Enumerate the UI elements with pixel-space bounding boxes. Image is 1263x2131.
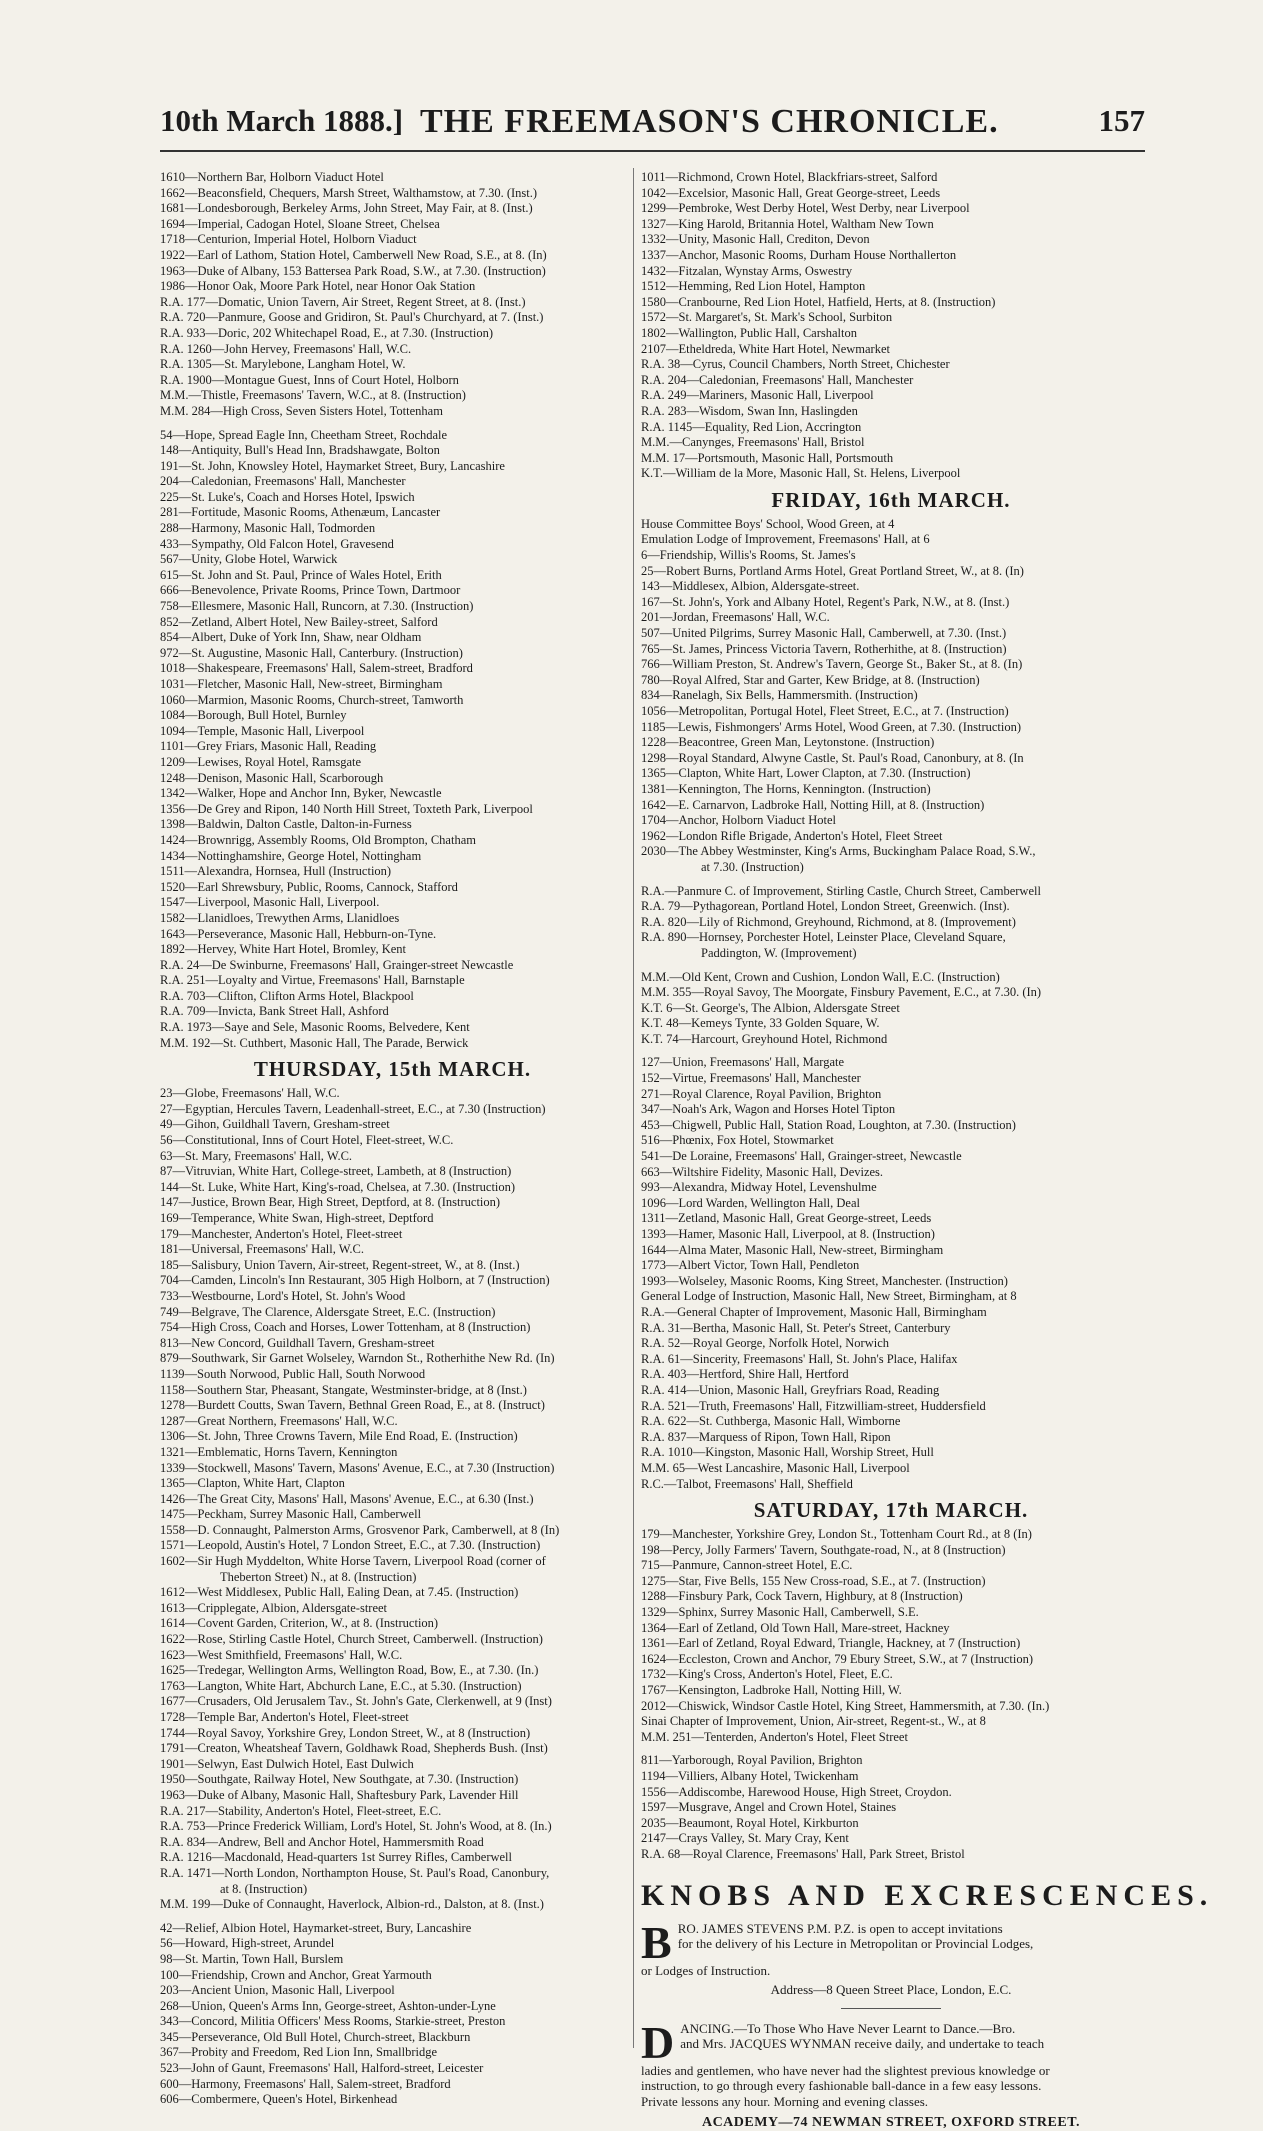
lodge-entry: 1327—King Harold, Britannia Hotel, Waltham New Town xyxy=(641,216,934,231)
lodge-entry: R.A. 820—Lily of Richmond, Greyhound, Richmond, at 8. (Improvement) xyxy=(641,914,1016,929)
lodge-entry: 49—Gihon, Guildhall Tavern, Gresham-street xyxy=(160,1117,390,1132)
lodge-entry: 1209—Lewises, Royal Hotel, Ramsgate xyxy=(160,754,362,769)
lodge-entry: 1614—Covent Garden, Criterion, W., at 8. (Instruction) xyxy=(160,1616,439,1631)
lodge-entry: 1311—Zetland, Masonic Hall, Great George-street, Leeds xyxy=(641,1211,932,1226)
section-heading-thursday: THURSDAY, 15th MARCH. xyxy=(253,1057,532,1082)
lodge-entry: 715—Panmure, Cannon-street Hotel, E.C. xyxy=(641,1558,853,1573)
lodge-entry: M.M. 192—St. Cuthbert, Masonic Hall, The Parade, Berwick xyxy=(160,1035,469,1050)
lodge-entry: 1185—Lewis, Fishmongers' Arms Hotel, Wood Green, at 7.30. (Instruction) xyxy=(641,719,1022,734)
lodge-entry: 1356—De Grey and Ripon, 140 North Hill Street, Toxteth Park, Liverpool xyxy=(160,801,533,816)
lodge-entry: 834—Ranelagh, Six Bells, Hammersmith. (Instruction) xyxy=(641,688,918,703)
lodge-entry: 143—Middlesex, Albion, Aldersgate-street. xyxy=(641,579,860,594)
lodge-entry: 1084—Borough, Bull Hotel, Burnley xyxy=(160,708,347,723)
lodge-list xyxy=(160,1585,625,1866)
lodge-entry: 507—United Pilgrims, Surrey Masonic Hall, Camberwell, at 7.30. (Inst.) xyxy=(641,626,1007,641)
lodge-entry: 1365—Clapton, White Hart, Clapton xyxy=(160,1476,345,1491)
lodge-entry: General Lodge of Instruction, Masonic Hall, New Street, Birmingham, at 8 xyxy=(641,1289,1017,1304)
lodge-entry: 1434—Nottinghamshire, George Hotel, Nottingham xyxy=(160,848,422,863)
lodge-entry: 704—Camden, Lincoln's Inn Restaurant, 305 High Holborn, at 7 (Instruction) xyxy=(160,1273,550,1288)
lodge-list xyxy=(641,1055,1141,1492)
lodge-entry: 343—Concord, Militia Officers' Mess Rooms, Starkie-street, Preston xyxy=(160,2014,506,2029)
lodge-list xyxy=(641,884,1141,931)
lodge-entry: 1306—St. John, Three Crowns Tavern, Mile End Road, E. (Instruction) xyxy=(160,1429,518,1444)
ad-text: RO. JAMES STEVENS P.M. P.Z. is open to accept invitations xyxy=(677,1920,1003,1936)
lodge-entry: 1571—Leopold, Austin's Hotel, 7 London Street, E.C., at 7.30. (Instruction) xyxy=(160,1538,541,1553)
lodge-entry: 1582—Llanidloes, Trewythen Arms, Llanidloes xyxy=(160,910,400,925)
lodge-entry: 148—Antiquity, Bull's Head Inn, Bradshawgate, Bolton xyxy=(160,443,440,458)
lodge-entry: R.A. 622—St. Cuthberga, Masonic Hall, Wimborne xyxy=(641,1414,901,1429)
lodge-entry: 25—Robert Burns, Portland Arms Hotel, Great Portland Street, W., at 8. (In) xyxy=(641,563,1024,578)
lodge-entry: 1248—Denison, Masonic Hall, Scarborough xyxy=(160,770,384,785)
lodge-entry: 152—Virtue, Freemasons' Hall, Manchester xyxy=(641,1071,861,1086)
lodge-entry: 1096—Lord Warden, Wellington Hall, Deal xyxy=(641,1195,861,1210)
lodge-entry: 27—Egyptian, Hercules Tavern, Leadenhall-street, E.C., at 7.30 (Instruction) xyxy=(160,1101,546,1116)
lodge-entry: 1602—Sir Hugh Myddelton, White Horse Tavern, Liverpool Road (corner of xyxy=(160,1554,546,1569)
lodge-entry: 1056—Metropolitan, Portugal Hotel, Fleet Street, E.C., at 7. (Instruction) xyxy=(641,704,1009,718)
lodge-entry: 1365—Clapton, White Hart, Lower Clapton, at 7.30. (Instruction) xyxy=(641,766,971,781)
lodge-entry: at 7.30. (Instruction) xyxy=(701,859,804,874)
lodge-entry: M.M. 199—Duke of Connaught, Haverlock, Albion-rd., Dalston, at 8. (Inst.) xyxy=(160,1897,544,1912)
lodge-entry: 1275—Star, Five Bells, 155 New Cross-road, S.E., at 7. (Instruction) xyxy=(641,1573,986,1588)
lodge-entry: 56—Constitutional, Inns of Court Hotel, Fleet-street, W.C. xyxy=(160,1133,454,1148)
lodge-entry: 813—New Concord, Guildhall Tavern, Gresham-street xyxy=(160,1335,435,1350)
spacer xyxy=(641,1745,1141,1753)
lodge-entry: R.A. 217—Stability, Anderton's Hotel, Fleet-street, E.C. xyxy=(160,1803,442,1818)
lodge-entry: 1288—Finsbury Park, Cock Tavern, Highbury, at 8 (Instruction) xyxy=(641,1589,963,1604)
lodge-entry: House Committee Boys' School, Wood Green, at 4 xyxy=(641,516,895,531)
lodge-entry: 780—Royal Alfred, Star and Garter, Kew Bridge, at 8. (Instruction) xyxy=(641,672,980,687)
header-rule xyxy=(160,150,1145,152)
lodge-entry: 1644—Alma Mater, Masonic Hall, New-street, Birmingham xyxy=(641,1242,944,1257)
lodge-entry: 1610—Northern Bar, Holborn Viaduct Hotel xyxy=(160,170,384,184)
lodge-entry: 268—Union, Queen's Arms Inn, George-street, Ashton-under-Lyne xyxy=(160,1998,496,2013)
lodge-entry: R.A. 251—Loyalty and Virtue, Freemasons' Hall, Barnstaple xyxy=(160,973,465,988)
lodge-entry: 127—Union, Freemasons' Hall, Margate xyxy=(641,1055,845,1070)
lodge-entry: M.M. 17—Portsmouth, Masonic Hall, Portsmouth xyxy=(641,450,894,465)
lodge-entry: 204—Caledonian, Freemasons' Hall, Manchester xyxy=(160,474,406,489)
lodge-entry: K.T. 6—St. George's, The Albion, Aldersgate Street xyxy=(641,1000,900,1015)
lodge-entry: R.A. 31—Bertha, Masonic Hall, St. Peter's Street, Canterbury xyxy=(641,1320,951,1335)
lodge-entry: R.A. 1471—North London, Northampton House, St. Paul's Road, Canonbury, xyxy=(160,1865,550,1880)
lodge-entry: 1901—Selwyn, East Dulwich Hotel, East Dulwich xyxy=(160,1756,414,1771)
lodge-entry: R.A. 1900—Montague Guest, Inns of Court Hotel, Holborn xyxy=(160,372,459,387)
lodge-entry: 1329—Sphinx, Surrey Masonic Hall, Camberwell, S.E. xyxy=(641,1605,919,1620)
lodge-entry: 281—Fortitude, Masonic Rooms, Athenæum, Lancaster xyxy=(160,505,441,520)
lodge-entry: 2012—Chiswick, Windsor Castle Hotel, King Street, Hammersmith, at 7.30. (In.) xyxy=(641,1698,1050,1713)
lodge-entry: 433—Sympathy, Old Falcon Hotel, Gravesend xyxy=(160,536,394,551)
lodge-entry: 1986—Honor Oak, Moore Park Hotel, near Honor Oak Station xyxy=(160,279,476,294)
lodge-entry: 179—Manchester, Anderton's Hotel, Fleet-street xyxy=(160,1226,403,1241)
ad-text: and Mrs. JACQUES WYNMAN receive daily, and undertake to teach xyxy=(680,2036,1045,2052)
lodge-entry: 1572—St. Margaret's, St. Mark's School, Surbiton xyxy=(641,310,893,325)
lodge-entry: 2035—Beaumont, Royal Hotel, Kirkburton xyxy=(641,1815,859,1830)
lodge-entry: R.A. 933—Doric, 202 Whitechapel Road, E., at 7.30. (Instruction) xyxy=(160,325,494,340)
lodge-entry: 1718—Centurion, Imperial Hotel, Holborn Viaduct xyxy=(160,232,417,247)
lodge-entry: R.A.—Panmure C. of Improvement, Stirling Castle, Church Street, Camberwell xyxy=(641,883,1041,898)
lodge-entry: 606—Combermere, Queen's Hotel, Birkenhead xyxy=(160,2092,398,2107)
lodge-entry: R.A. 720—Panmure, Goose and Gridiron, St. Paul's Churchyard, at 7. (Inst.) xyxy=(160,310,544,325)
lodge-entry: 1732—King's Cross, Anderton's Hotel, Fleet, E.C. xyxy=(641,1667,893,1682)
lodge-entry: 98—St. Martin, Town Hall, Burslem xyxy=(160,1951,344,1966)
lodge-entry: 1393—Hamer, Masonic Hall, Liverpool, at 8. (Instruction) xyxy=(641,1227,935,1241)
lodge-entry: 1642—E. Carnarvon, Ladbroke Hall, Notting Hill, at 8. (Instruction) xyxy=(641,797,985,812)
lodge-entry: 1475—Peckham, Surrey Masonic Hall, Camberwell xyxy=(160,1507,422,1522)
lodge-entry: 1622—Rose, Stirling Castle Hotel, Church Street, Camberwell. (Instruction) xyxy=(160,1632,543,1647)
lodge-entry: 1547—Liverpool, Masonic Hall, Liverpool. xyxy=(160,895,380,910)
spacer xyxy=(641,1047,1141,1055)
lodge-entry: Emulation Lodge of Improvement, Freemasons' Hall, at 6 xyxy=(641,532,930,547)
ad-text: ladies and gentlemen, who have never had the slightest previous knowledge or xyxy=(641,2062,1050,2078)
section-heading-saturday: SATURDAY, 17th MARCH. xyxy=(753,1498,1029,1523)
lodge-entry: 516—Phœnix, Fox Hotel, Stowmarket xyxy=(641,1133,834,1148)
lodge-entry: 1791—Creaton, Wheatsheaf Tavern, Goldhawk Road, Shepherds Bush. (Inst) xyxy=(160,1741,548,1756)
left-column xyxy=(160,170,625,2108)
lodge-entry: 2030—The Abbey Westminster, King's Arms, Buckingham Palace Road, S.W., xyxy=(641,844,1036,859)
lodge-entry: 87—Vitruvian, White Hart, College-street, Lambeth, at 8 (Instruction) xyxy=(160,1164,512,1179)
lodge-entry: 615—St. John and St. Paul, Prince of Wales Hotel, Erith xyxy=(160,567,442,582)
ad-divider xyxy=(841,2008,941,2009)
lodge-entry: R.A. 1145—Equality, Red Lion, Accrington xyxy=(641,419,862,434)
lodge-entry: K.T.—William de la More, Masonic Hall, St. Helens, Liverpool xyxy=(641,466,961,481)
lodge-entry: 1011—Richmond, Crown Hotel, Blackfriars-street, Salford xyxy=(641,170,938,184)
lodge-entry: 854—Albert, Duke of York Inn, Shaw, near Oldham xyxy=(160,630,422,645)
lodge-entry: 1361—Earl of Zetland, Royal Edward, Triangle, Hackney, at 7 (Instruction) xyxy=(641,1636,1021,1651)
lodge-entry: 54—Hope, Spread Eagle Inn, Cheetham Street, Rochdale xyxy=(160,427,448,442)
lodge-entry: 765—St. James, Princess Victoria Tavern, Rotherhithe, at 8. (Instruction) xyxy=(641,641,1007,656)
lodge-entry: R.A. 1973—Saye and Sele, Masonic Rooms, Belvedere, Kent xyxy=(160,1020,470,1035)
lodge-entry: R.A. 414—Union, Masonic Hall, Greyfriars Road, Reading xyxy=(641,1382,940,1397)
lodge-entry: 345—Perseverance, Old Bull Hotel, Church-street, Blackburn xyxy=(160,2029,471,2044)
lodge-entry: 1381—Kennington, The Horns, Kennington. (Instruction) xyxy=(641,781,931,796)
lodge-entry: 766—William Preston, St. Andrew's Tavern, George St., Baker St., at 8. (In) xyxy=(641,657,1023,672)
lodge-entry: 1432—Fitzalan, Wynstay Arms, Oswestry xyxy=(641,263,853,278)
lodge-entry: at 8. (Instruction) xyxy=(220,1881,308,1896)
lodge-list xyxy=(641,1527,1141,1745)
lodge-entry: 1773—Albert Victor, Town Hall, Pendleton xyxy=(641,1258,860,1273)
lodge-entry: 42—Relief, Albion Hotel, Haymarket-street, Bury, Lancashire xyxy=(160,1920,472,1935)
lodge-entry: 1101—Grey Friars, Masonic Hall, Reading xyxy=(160,739,377,754)
lodge-entry: 600—Harmony, Freemasons' Hall, Salem-street, Bradford xyxy=(160,2076,451,2091)
lodge-entry: 541—De Loraine, Freemasons' Hall, Grainger-street, Newcastle xyxy=(641,1149,962,1164)
lodge-entry: 523—John of Gaunt, Freemasons' Hall, Halford-street, Leicester xyxy=(160,2061,484,2076)
lodge-entry: 1643—Perseverance, Masonic Hall, Hebburn-on-Tyne. xyxy=(160,926,437,941)
spacer xyxy=(160,420,625,428)
spacer xyxy=(641,962,1141,970)
lodge-entry: 1694—Imperial, Cadogan Hotel, Sloane Street, Chelsea xyxy=(160,216,440,231)
lodge-entry: 23—Globe, Freemasons' Hall, W.C. xyxy=(160,1086,340,1101)
lodge-entry: 1892—Hervey, White Hart Hotel, Bromley, Kent xyxy=(160,942,407,957)
lodge-entry: M.M. 284—High Cross, Seven Sisters Hotel, Tottenham xyxy=(160,403,443,418)
lodge-entry: 203—Ancient Union, Masonic Hall, Liverpool xyxy=(160,1983,395,1998)
lodge-entry: 1287—Great Northern, Freemasons' Hall, W.C. xyxy=(160,1413,398,1428)
lodge-entry: R.C.—Talbot, Freemasons' Hall, Sheffield xyxy=(641,1476,853,1491)
ad-text: instruction, to go through every fashionable ball-dance in a few easy lessons. xyxy=(641,2078,1042,2094)
lodge-entry: 1556—Addiscombe, Harewood House, High Street, Croydon. xyxy=(641,1784,952,1799)
lodge-entry: R.A. 38—Cyrus, Council Chambers, North Street, Chichester xyxy=(641,357,950,372)
lodge-list xyxy=(160,1086,625,1554)
lodge-entry: 1662—Beaconsfield, Chequers, Marsh Street, Walthamstow, at 7.30. (Inst.) xyxy=(160,185,538,200)
lodge-entry: 1962—London Rifle Brigade, Anderton's Hotel, Fleet Street xyxy=(641,828,943,843)
lodge-entry: 1426—The Great City, Masons' Hall, Masons' Avenue, E.C., at 6.30 (Inst.) xyxy=(160,1491,534,1506)
advertisement-stevens xyxy=(641,1916,1141,1998)
lodge-entry: M.M. 65—West Lancashire, Masonic Hall, Liverpool xyxy=(641,1460,910,1475)
advertisement-dancing xyxy=(641,2016,1141,2131)
lodge-entry: 1558—D. Connaught, Palmerston Arms, Grosvenor Park, Camberwell, at 8 (In) xyxy=(160,1522,560,1537)
lodge-entry: Sinai Chapter of Improvement, Union, Air-street, Regent-st., W., at 8 xyxy=(641,1714,986,1729)
lodge-entry: 179—Manchester, Yorkshire Grey, London St., Tottenham Court Rd., at 8 (In) xyxy=(641,1527,1032,1542)
lodge-entry: 185—Salisbury, Union Tavern, Air-street, Regent-street, W., at 8. (Inst.) xyxy=(160,1257,520,1272)
lodge-entry: 2147—Crays Valley, St. Mary Cray, Kent xyxy=(641,1831,849,1846)
lodge-entry: R.A. 890—Hornsey, Porchester Hotel, Leinster Place, Cleveland Square, xyxy=(641,930,1006,945)
lodge-entry: R.A. 204—Caledonian, Freemasons' Hall, Manchester xyxy=(641,372,914,387)
lodge-entry: 271—Royal Clarence, Royal Pavilion, Brighton xyxy=(641,1086,882,1101)
lodge-list xyxy=(641,1753,1141,1862)
lodge-entry: 2107—Etheldreda, White Hart Hotel, Newmarket xyxy=(641,341,890,356)
lodge-entry: R.A. 52—Royal George, Norfolk Hotel, Norwich xyxy=(641,1336,889,1351)
lodge-list xyxy=(641,930,1141,961)
lodge-entry: 453—Chigwell, Public Hall, Station Road, Loughton, at 7.30. (Instruction) xyxy=(641,1117,1016,1132)
lodge-entry: 1018—Shakespeare, Freemasons' Hall, Salem-street, Bradford xyxy=(160,661,473,676)
lodge-entry: 972—St. Augustine, Masonic Hall, Canterbury. (Instruction) xyxy=(160,645,463,660)
lodge-entry: 1278—Burdett Coutts, Swan Tavern, Bethnal Green Road, E., at 8. (Instruct) xyxy=(160,1398,545,1413)
lodge-entry: 1398—Baldwin, Dalton Castle, Dalton-in-Furness xyxy=(160,817,412,832)
lodge-entry: 663—Wiltshire Fidelity, Masonic Hall, Devizes. xyxy=(641,1164,884,1179)
lodge-entry: 63—St. Mary, Freemasons' Hall, W.C. xyxy=(160,1148,353,1163)
lodge-entry: 225—St. Luke's, Coach and Horses Hotel, Ipswich xyxy=(160,489,415,504)
lodge-entry: 1612—West Middlesex, Public Hall, Ealing Dean, at 7.45. (Instruction) xyxy=(160,1585,519,1600)
header-date: 10th March 1888.] xyxy=(160,103,404,138)
lodge-entry: R.A. 837—Marquess of Ripon, Town Hall, Ripon xyxy=(641,1429,891,1444)
lodge-entry: R.A. 1260—John Hervey, Freemasons' Hall, W.C. xyxy=(160,341,412,356)
lodge-entry: 1339—Stockwell, Masons' Tavern, Masons' Avenue, E.C., at 7.30 (Instruction) xyxy=(160,1460,555,1475)
lodge-entry: 1963—Duke of Albany, Masonic Hall, Shaftesbury Park, Lavender Hill xyxy=(160,1787,519,1802)
lodge-entry: R.A. 753—Prince Frederick William, Lord's Hotel, St. John's Wood, at 8. (In.) xyxy=(160,1819,552,1834)
ad-text: for the delivery of his Lecture in Metropolitan or Provincial Lodges, xyxy=(677,1936,1034,1952)
lodge-entry: 879—Southwark, Sir Garnet Wolseley, Warndon St., Rotherhithe New Rd. (In) xyxy=(160,1351,555,1366)
lodge-entry: M.M.—Old Kent, Crown and Cushion, London Wall, E.C. (Instruction) xyxy=(641,969,1000,984)
lodge-entry: M.M.—Thistle, Freemasons' Tavern, W.C., at 8. (Instruction) xyxy=(160,388,466,403)
lodge-entry: 1625—Tredegar, Wellington Arms, Wellington Road, Bow, E., at 7.30. (In.) xyxy=(160,1663,539,1678)
lodge-entry: 169—Temperance, White Swan, High-street, Deptford xyxy=(160,1211,434,1225)
lodge-entry: 1580—Cranbourne, Red Lion Hotel, Hatfield, Herts, at 8. (Instruction) xyxy=(641,294,996,309)
lodge-entry: 754—High Cross, Coach and Horses, Lower Tottenham, at 8 (Instruction) xyxy=(160,1320,531,1335)
page-header xyxy=(160,103,1145,151)
lodge-entry: 749—Belgrave, The Clarence, Aldersgate Street, E.C. (Instruction) xyxy=(160,1304,496,1319)
ad-text: or Lodges of Instruction. xyxy=(641,1962,771,1978)
lodge-entry: 1744—Royal Savoy, Yorkshire Grey, London Street, W., at 8 (Instruction) xyxy=(160,1725,531,1740)
lodge-entry: 993—Alexandra, Midway Hotel, Levenshulme xyxy=(641,1180,877,1195)
lodge-entry: K.T. 48—Kemeys Tynte, 33 Golden Square, W. xyxy=(641,1016,880,1031)
lodge-entry: 852—Zetland, Albert Hotel, New Bailey-street, Salford xyxy=(160,614,438,629)
lodge-entry: 1802—Wallington, Public Hall, Carshalton xyxy=(641,325,857,340)
ad-text: ANCING.—To Those Who Have Never Learnt to Dance.—Bro. xyxy=(680,2020,1016,2036)
lodge-entry: 1963—Duke of Albany, 153 Battersea Park Road, S.W., at 7.30. (Instruction) xyxy=(160,263,546,278)
lodge-entry: R.A. 1010—Kingston, Masonic Hall, Worship Street, Hull xyxy=(641,1445,934,1460)
lodge-entry: 1298—Royal Standard, Alwyne Castle, St. Paul's Road, Canonbury, at 8. (In xyxy=(641,750,1024,765)
lodge-list xyxy=(160,1921,625,2108)
drop-cap: D xyxy=(641,2016,675,2068)
header-page-number: 157 xyxy=(1098,103,1145,138)
lodge-list xyxy=(641,970,1141,1048)
lodge-entry: 100—Friendship, Crown and Anchor, Great Yarmouth xyxy=(160,1967,432,1982)
lodge-entry: R.A. 1216—Macdonald, Head-quarters 1st Surrey Rifles, Camberwell xyxy=(160,1850,513,1865)
lodge-entry: R.A. 521—Truth, Freemasons' Hall, Fitzwilliam-street, Huddersfield xyxy=(641,1398,986,1413)
lodge-entry: R.A. 249—Mariners, Masonic Hall, Liverpool xyxy=(641,388,874,403)
lodge-entry: 1681—Londesborough, Berkeley Arms, John Street, May Fair, at 8. (Inst.) xyxy=(160,201,533,216)
lodge-entry: 201—Jordan, Freemasons' Hall, W.C. xyxy=(641,610,830,625)
lodge-entry: 1597—Musgrave, Angel and Crown Hotel, Staines xyxy=(641,1800,897,1815)
lodge-entry: R.A. 24—De Swinburne, Freemasons' Hall, Grainger-street Newcastle xyxy=(160,957,514,972)
lodge-entry: R.A. 61—Sincerity, Freemasons' Hall, St. John's Place, Halifax xyxy=(641,1351,958,1366)
lodge-entry: R.A. 703—Clifton, Clifton Arms Hotel, Blackpool xyxy=(160,988,414,1003)
lodge-entry: 758—Ellesmere, Masonic Hall, Runcorn, at 7.30. (Instruction) xyxy=(160,599,474,614)
lodge-entry: R.A. 68—Royal Clarence, Freemasons' Hall, Park Street, Bristol xyxy=(641,1846,965,1861)
lodge-entry: R.A. 177—Domatic, Union Tavern, Air Street, Regent Street, at 8. (Inst.) xyxy=(160,294,526,309)
lodge-entry: R.A. 283—Wisdom, Swan Inn, Haslingden xyxy=(641,403,858,418)
lodge-entry: 181—Universal, Freemasons' Hall, W.C. xyxy=(160,1242,364,1257)
ad-text: Private lessons any hour. Morning and evening classes. xyxy=(641,2093,929,2109)
lodge-entry: 1158—Southern Star, Pheasant, Stangate, Westminster-bridge, at 8 (Inst.) xyxy=(160,1382,527,1397)
lodge-list xyxy=(160,1866,625,1897)
lodge-entry: 567—Unity, Globe Hotel, Warwick xyxy=(160,552,338,567)
lodge-entry: 1922—Earl of Lathom, Station Hotel, Camberwell New Road, S.E., at 8. (In) xyxy=(160,247,547,262)
lodge-entry: 1424—Brownrigg, Assembly Rooms, Old Brompton, Chatham xyxy=(160,832,476,847)
lodge-entry: 1031—Fletcher, Masonic Hall, New-street, Birmingham xyxy=(160,677,443,691)
lodge-list xyxy=(160,1554,625,1585)
right-column xyxy=(641,170,1214,2131)
lodge-list xyxy=(160,170,625,420)
lodge-list xyxy=(641,517,1141,876)
lodge-entry: 1624—Eccleston, Crown and Anchor, 79 Ebury Street, S.W., at 7 (Instruction) xyxy=(641,1651,1034,1666)
lodge-entry: M.M. 251—Tenterden, Anderton's Hotel, Fleet Street xyxy=(641,1729,908,1744)
lodge-entry: R.A. 834—Andrew, Bell and Anchor Hotel, Hammersmith Road xyxy=(160,1834,484,1849)
lodge-entry: R.A. 1305—St. Marylebone, Langham Hotel, W. xyxy=(160,357,406,372)
spacer xyxy=(160,1913,625,1921)
spacer xyxy=(641,876,1141,884)
lodge-entry: 1228—Beacontree, Green Man, Leytonstone. (Instruction) xyxy=(641,735,935,750)
lodge-entry: 1677—Crusaders, Old Jerusalem Tav., St. John's Gate, Clerkenwell, at 9 (Inst) xyxy=(160,1694,552,1709)
lodge-entry: 1337—Anchor, Masonic Rooms, Durham House Northallerton xyxy=(641,247,957,262)
lodge-entry: 288—Harmony, Masonic Hall, Todmorden xyxy=(160,521,376,536)
lodge-entry: 1728—Temple Bar, Anderton's Hotel, Fleet-street xyxy=(160,1710,409,1724)
lodge-entry: 6—Friendship, Willis's Rooms, St. James's xyxy=(641,548,856,563)
ad-address: Address—8 Queen Street Place, London, E.C. xyxy=(770,1982,1012,1998)
header-title: THE FREEMASON'S CHRONICLE. xyxy=(420,103,999,140)
lodge-entry: 367—Probity and Freedom, Red Lion Inn, Smallbridge xyxy=(160,2045,438,2060)
section-heading-friday: FRIDAY, 16th MARCH. xyxy=(771,487,1011,512)
lodge-entry: 1520—Earl Shrewsbury, Public, Rooms, Cannock, Stafford xyxy=(160,879,458,894)
column-divider xyxy=(633,168,634,2048)
lodge-entry: 1950—Southgate, Railway Hotel, New Southgate, at 7.30. (Instruction) xyxy=(160,1772,519,1787)
lodge-entry: 1763—Langton, White Hart, Abchurch Lane, E.C., at 5.30. (Instruction) xyxy=(160,1678,522,1693)
lodge-entry: 666—Benevolence, Private Rooms, Prince Town, Dartmoor xyxy=(160,583,461,598)
lodge-entry: 1613—Cripplegate, Albion, Aldersgate-street xyxy=(160,1600,388,1615)
lodge-entry: R.A.—General Chapter of Improvement, Masonic Hall, Birmingham xyxy=(641,1304,987,1319)
lodge-entry: 1321—Emblematic, Horns Tavern, Kennington xyxy=(160,1444,398,1459)
lodge-list xyxy=(160,1897,625,1913)
lodge-entry: 1767—Kensington, Ladbroke Hall, Notting Hill, W. xyxy=(641,1683,902,1698)
lodge-entry: 1094—Temple, Masonic Hall, Liverpool xyxy=(160,723,365,738)
lodge-entry: 1342—Walker, Hope and Anchor Inn, Byker, Newcastle xyxy=(160,786,442,801)
lodge-entry: 1623—West Smithfield, Freemasons' Hall, W.C. xyxy=(160,1647,403,1662)
lodge-entry: Theberton Street) N., at 8. (Instruction) xyxy=(220,1569,417,1584)
lodge-entry: 1993—Wolseley, Masonic Rooms, King Street, Manchester. (Instruction) xyxy=(641,1273,1008,1288)
lodge-list xyxy=(641,170,1141,482)
lodge-entry: Paddington, W. (Improvement) xyxy=(701,945,857,960)
lodge-entry: 167—St. John's, York and Albany Hotel, Regent's Park, N.W., at 8. (Inst.) xyxy=(641,594,1010,609)
lodge-entry: M.M. 355—Royal Savoy, The Moorgate, Finsbury Pavement, E.C., at 7.30. (In) xyxy=(641,985,1042,1000)
knobs-heading: KNOBS AND EXCRESCENCES. xyxy=(641,1878,1214,1912)
lodge-entry: 144—St. Luke, White Hart, King's-road, Chelsea, at 7.30. (Instruction) xyxy=(160,1179,516,1194)
lodge-entry: M.M.—Canynges, Freemasons' Hall, Bristol xyxy=(641,435,865,450)
lodge-entry: R.A. 709—Invicta, Bank Street Hall, Ashford xyxy=(160,1004,389,1019)
lodge-entry: 1364—Earl of Zetland, Old Town Hall, Mare-street, Hackney xyxy=(641,1620,950,1635)
lodge-entry: 811—Yarborough, Royal Pavilion, Brighton xyxy=(641,1753,863,1768)
lodge-entry: 1042—Excelsior, Masonic Hall, Great George-street, Leeds xyxy=(641,185,941,200)
lodge-entry: 1332—Unity, Masonic Hall, Crediton, Devon xyxy=(641,232,870,247)
ad-academy-address: ACADEMY—74 NEWMAN STREET, OXFORD STREET. xyxy=(701,2115,1081,2131)
lodge-entry: K.T. 74—Harcourt, Greyhound Hotel, Richmond xyxy=(641,1031,888,1046)
lodge-entry: 1511—Alexandra, Hornsea, Hull (Instruction) xyxy=(160,864,392,879)
lodge-entry: 1299—Pembroke, West Derby Hotel, West Derby, near Liverpool xyxy=(641,201,970,216)
lodge-entry: 1194—Villiers, Albany Hotel, Twickenham xyxy=(641,1769,859,1783)
lodge-entry: 198—Percy, Jolly Farmers' Tavern, Southgate-road, N., at 8 (Instruction) xyxy=(641,1542,1006,1557)
lodge-list xyxy=(160,428,625,1052)
lodge-entry: 1512—Hemming, Red Lion Hotel, Hampton xyxy=(641,279,866,294)
lodge-entry: 1139—South Norwood, Public Hall, South Norwood xyxy=(160,1366,426,1381)
lodge-entry: R.A. 403—Hertford, Shire Hall, Hertford xyxy=(641,1367,849,1382)
lodge-entry: 1060—Marmion, Masonic Rooms, Church-street, Tamworth xyxy=(160,692,464,707)
lodge-entry: 347—Noah's Ark, Wagon and Horses Hotel Tipton xyxy=(641,1102,896,1117)
lodge-entry: 191—St. John, Knowsley Hotel, Haymarket Street, Bury, Lancashire xyxy=(160,458,505,473)
lodge-entry: 1704—Anchor, Holborn Viaduct Hotel xyxy=(641,813,837,828)
lodge-entry: 147—Justice, Brown Bear, High Street, Deptford, at 8. (Instruction) xyxy=(160,1195,501,1210)
lodge-entry: 56—Howard, High-street, Arundel xyxy=(160,1936,335,1951)
drop-cap: B xyxy=(641,1916,672,1968)
lodge-entry: 733—Westbourne, Lord's Hotel, St. John's Wood xyxy=(160,1288,406,1303)
lodge-entry: R.A. 79—Pythagorean, Portland Hotel, London Street, Greenwich. (Inst). xyxy=(641,899,1010,914)
